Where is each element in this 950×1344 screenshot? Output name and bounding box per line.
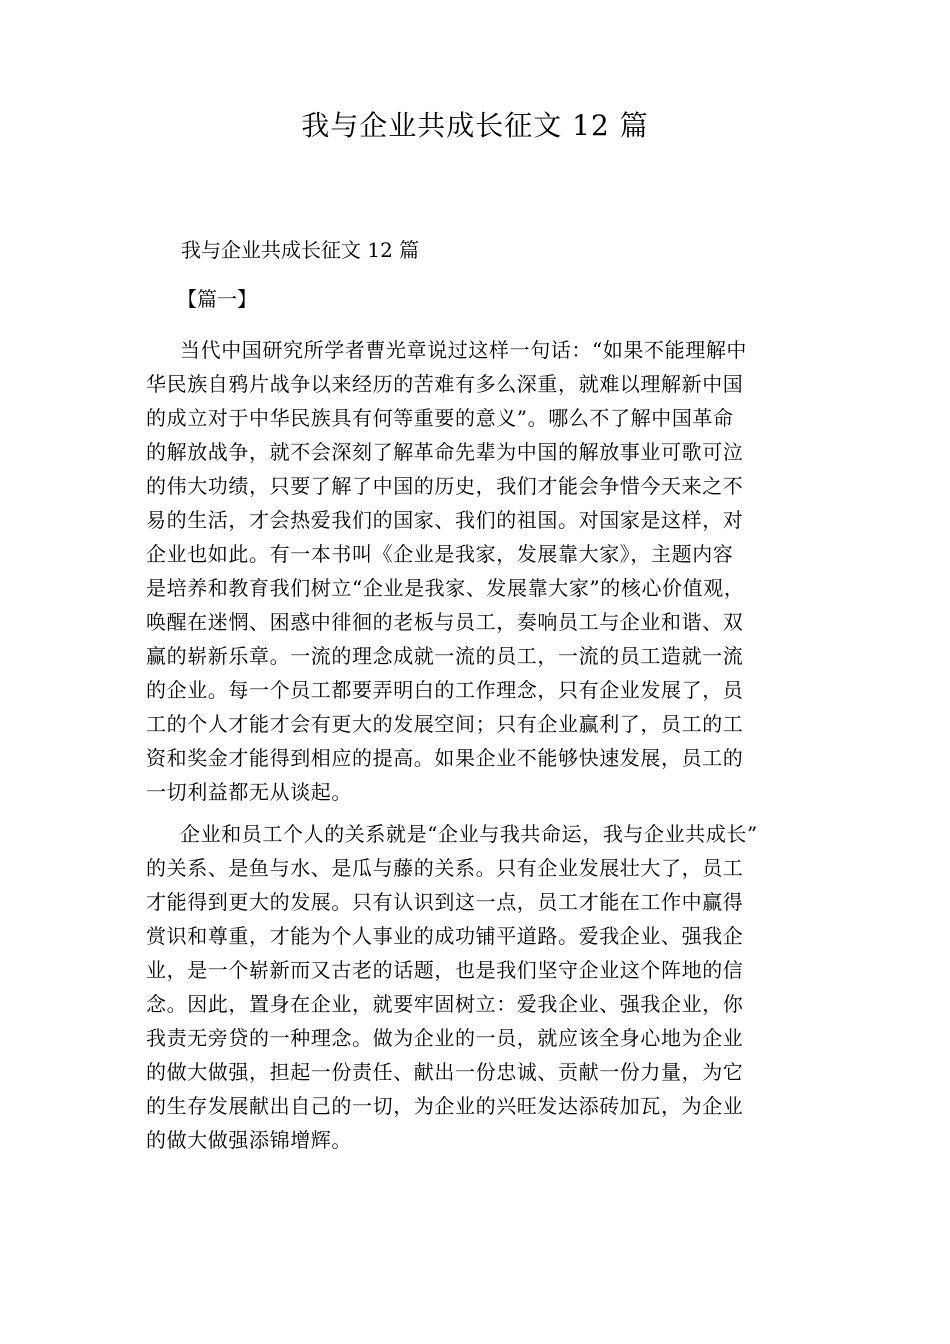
paragraph-line: 的伟大功绩，只要了解了中国的历史，我们才能会争惜今天来之不 <box>146 474 744 498</box>
paragraph-line: 的企业。每一个员工都要弄明白的工作理念，只有企业发展了，员 <box>146 678 744 702</box>
paragraph-line: 才能得到更大的发展。只有认识到这一点，员工才能在工作中赢得 <box>146 890 744 914</box>
paragraph-line: 工的个人才能才会有更大的发展空间；只有企业赢利了，员工的工 <box>146 712 744 736</box>
paragraph-line: 资和奖金才能得到相应的提高。如果企业不能够快速发展，员工的 <box>146 746 744 770</box>
paragraph-line: 企业也如此。有一本书叫《企业是我家，发展靠大家》，主题内容 <box>146 542 734 566</box>
paragraph-line: 业，是一个崭新而又古老的话题，也是我们坚守企业这个阵地的信 <box>146 958 744 982</box>
paragraph-line: 念。因此，置身在企业，就要牢固树立：爱我企业、强我企业，你 <box>146 992 744 1016</box>
paragraph-line: 易的生活，才会热爱我们的国家、我们的祖国。对国家是这样，对 <box>146 508 744 532</box>
paragraph-line: 唤醒在迷惘、困惑中徘徊的老板与员工，奏响员工与企业和谐、双 <box>146 610 744 634</box>
paragraph-line: 一切利益都无从谈起。 <box>146 780 352 804</box>
paragraph-1 <box>146 333 826 809</box>
paragraph-line: 企业和员工个人的关系就是“企业与我共命运，我与企业共成长” <box>180 822 758 846</box>
paragraph-2 <box>146 817 826 1157</box>
paragraph-line: 的生存发展献出自己的一切，为企业的兴旺发达添砖加瓦，为企业 <box>146 1094 744 1118</box>
document-subtitle: 我与企业共成长征文 12 篇 <box>181 238 420 262</box>
paragraph-line: 的做大做强添锦增辉。 <box>146 1128 352 1152</box>
paragraph-line: 的成立对于中华民族具有何等重要的意义”。哪么不了解中国革命 <box>146 406 734 430</box>
paragraph-line: 的做大做强，担起一份责任、献出一份忠诚、贡献一份力量，为它 <box>146 1060 744 1084</box>
paragraph-line: 是培养和教育我们树立“企业是我家、发展靠大家”的核心价值观， <box>146 576 745 600</box>
section-label: 【篇一】 <box>177 287 257 311</box>
paragraph-line: 华民族自鸦片战争以来经历的苦难有多么深重，就难以理解新中国 <box>146 372 744 396</box>
paragraph-line: 赏识和尊重，才能为个人事业的成功铺平道路。爱我企业、强我企 <box>146 924 744 948</box>
paragraph-line: 赢的崭新乐章。一流的理念成就一流的员工，一流的员工造就一流 <box>146 644 744 668</box>
paragraph-line: 我责无旁贷的一种理念。做为企业的一员，就应该全身心地为企业 <box>146 1026 744 1050</box>
paragraph-line: 当代中国研究所学者曹光章说过这样一句话：“如果不能理解中 <box>180 338 748 362</box>
document-title: 我与企业共成长征文 12 篇 <box>301 109 649 142</box>
paragraph-line: 的关系、是鱼与水、是瓜与藤的关系。只有企业发展壮大了，员工 <box>146 856 744 880</box>
paragraph-line: 的解放战争，就不会深刻了解革命先辈为中国的解放事业可歌可泣 <box>146 440 744 464</box>
